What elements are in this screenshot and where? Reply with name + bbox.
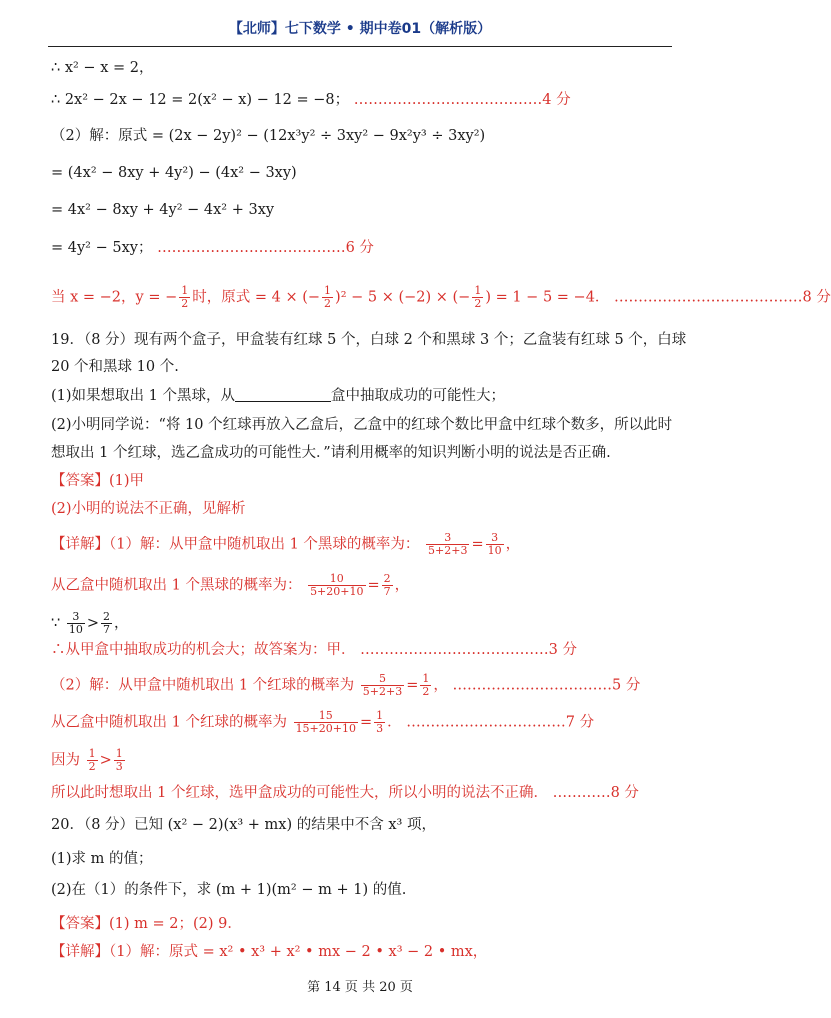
detail-tag: 【详解】: [51, 536, 109, 553]
fraction: $\frac{3}{10}$: [487, 531, 502, 557]
fraction: $\frac{1}{2}$: [181, 284, 189, 310]
detail-line: 从乙盒中随机取出 1 个黑球的概率为： $\frac{10}{5+20+10}$ = $\frac{2}{7}$ ，: [51, 572, 410, 598]
detail-line: 【详解】（1）解：从甲盒中随机取出 1 个黑球的概率为： $\frac{3}{5+2+3}$ = $\frac{3}{10}$ ，: [51, 531, 521, 557]
detail-line: 所以此时想取出 1 个红球，选甲盒成功的可能性大，所以小明的说法不正确． …………8 分: [51, 785, 639, 801]
question-20-sub1: (1)求 m 的值；: [51, 851, 153, 867]
score-marker: …………8 分: [552, 785, 639, 801]
solution-line: [51, 163, 297, 183]
fraction: $\frac{5}{5+2+3}$: [362, 672, 403, 698]
answer-tag: 【答案】: [51, 473, 109, 489]
score-marker: ……………………………5 分: [452, 677, 641, 694]
solution-line: [51, 58, 153, 78]
fraction: $\frac{2}{7}$: [103, 610, 110, 636]
question-19-sub2: (2)小明同学说：“将 10 个红球再放入乙盒后，乙盒中的红球个数比甲盒中红球个数多，所以此时: [51, 417, 673, 433]
score-marker: …………………………………6 分: [157, 240, 374, 256]
score-marker: …………………………………8 分: [614, 289, 831, 306]
score-marker: ……………………………7 分: [406, 714, 595, 731]
answer-blank: [235, 387, 331, 402]
question-19-sub2-cont: 想取出 1 个红球，选乙盒成功的可能性大．”请利用概率的知识判断小明的说法是否正确.: [51, 445, 611, 461]
equation-text: ) = 1 − 5 = −4．: [485, 289, 610, 306]
detail-line: ∵ $\frac{3}{10}$ > $\frac{2}{7}$ ，: [51, 610, 129, 636]
equation-text: )² − 5 × (−2) × (−: [335, 289, 471, 306]
solution-line: [51, 200, 274, 220]
question-19-sub1: (1)如果想取出 1 个黑球，从 盒中抽取成功的可能性大；: [51, 388, 505, 404]
detail-line: 因为 $\frac{1}{2}$ > $\frac{1}{3}$: [51, 747, 123, 773]
equation-text: = 4x² − 8xy + 4y² − 4x² + 3xy: [51, 202, 275, 218]
equation-text: = 4y² − 5xy；: [51, 240, 153, 256]
question-20-stem: 20．（8 分）已知 (x² − 2)(x³ + mx) 的结果中不含 x³ 项，: [51, 817, 436, 833]
answer-tag: 【答案】: [51, 916, 109, 932]
question-19-stem-cont: 20 个和黑球 10 个.: [51, 359, 179, 375]
solution-line: [51, 285, 831, 310]
detail-tag: 【详解】: [51, 944, 109, 960]
equation-text: 当 x = −2，y = −: [51, 289, 178, 306]
equation-text: = (4x² − 8xy + 4y²) − (4x² − 3xy): [51, 165, 297, 181]
question-19-stem: 19．（8 分）现有两个盒子，甲盒装有红球 5 个，白球 2 个和黑球 3 个；乙盒装有红球 5 个，白球: [51, 332, 687, 348]
solution-line: [51, 238, 374, 258]
detail-line: （2）解：从甲盒中随机取出 1 个红球的概率为 $\frac{5}{5+2+3}$ = $\frac{1}{2}$ ， ……………………………5 分: [51, 672, 641, 698]
answer-line: 【答案】(1) m = 2；(2) 9．: [51, 916, 242, 932]
answer-line: (2)小明的说法不正确，见解析: [51, 501, 246, 517]
solution-line: [51, 126, 485, 146]
page-footer: 第 14 页 共 20 页: [307, 980, 413, 995]
fraction: $\frac{1}{2}$: [324, 284, 332, 310]
detail-line: ∴从甲盒中抽取成功的机会大；故答案为：甲． …………………………………3 分: [51, 642, 577, 658]
fraction: $\frac{3}{5+2+3}$: [428, 531, 468, 557]
question-20-sub2: (2)在（1）的条件下，求 (m + 1)(m² − m + 1) 的值.: [51, 882, 407, 898]
equation-text: ∴ x² − x = 2，: [51, 60, 154, 76]
score-marker: …………………………………4 分: [353, 92, 571, 108]
detail-line: 从乙盒中随机取出 1 个红球的概率为 $\frac{15}{15+20+10}$ = $\frac{1}{3}$ ． ……………………………7 分: [51, 709, 595, 735]
fraction: $\frac{1}{2}$: [422, 672, 430, 698]
page-header: 【北师】七下数学 • 期中卷01（解析版）: [228, 21, 492, 37]
header-divider: [48, 46, 672, 47]
score-marker: …………………………………3 分: [360, 642, 577, 658]
fraction: $\frac{1}{3}$: [115, 747, 123, 773]
equation-text: ∴ 2x² − 2x − 12 = 2(x² − x) − 12 = −8；: [51, 92, 350, 108]
fraction: $\frac{1}{3}$: [376, 709, 384, 735]
fraction: $\frac{10}{5+20+10}$: [310, 572, 364, 598]
equation-text: （2）解：原式 = (2x − 2y)² − (12x³y² ÷ 3xy² − 9x²y³ ÷ 3xy²): [51, 128, 486, 144]
detail-line: 【详解】（1）解：原式 = x² • x³ + x² • mx − 2 • x³ − 2 • mx，: [51, 944, 488, 960]
fraction: $\frac{1}{2}$: [88, 747, 96, 773]
fraction: $\frac{15}{15+20+10}$: [295, 709, 356, 735]
fraction: $\frac{1}{2}$: [474, 284, 482, 310]
answer-line: 【答案】(1)甲: [51, 473, 145, 489]
fraction: $\frac{2}{7}$: [383, 572, 391, 598]
solution-line: [51, 90, 571, 110]
fraction: $\frac{3}{10}$: [68, 610, 83, 636]
equation-text: 时，原式 = 4 × (−: [192, 289, 321, 306]
